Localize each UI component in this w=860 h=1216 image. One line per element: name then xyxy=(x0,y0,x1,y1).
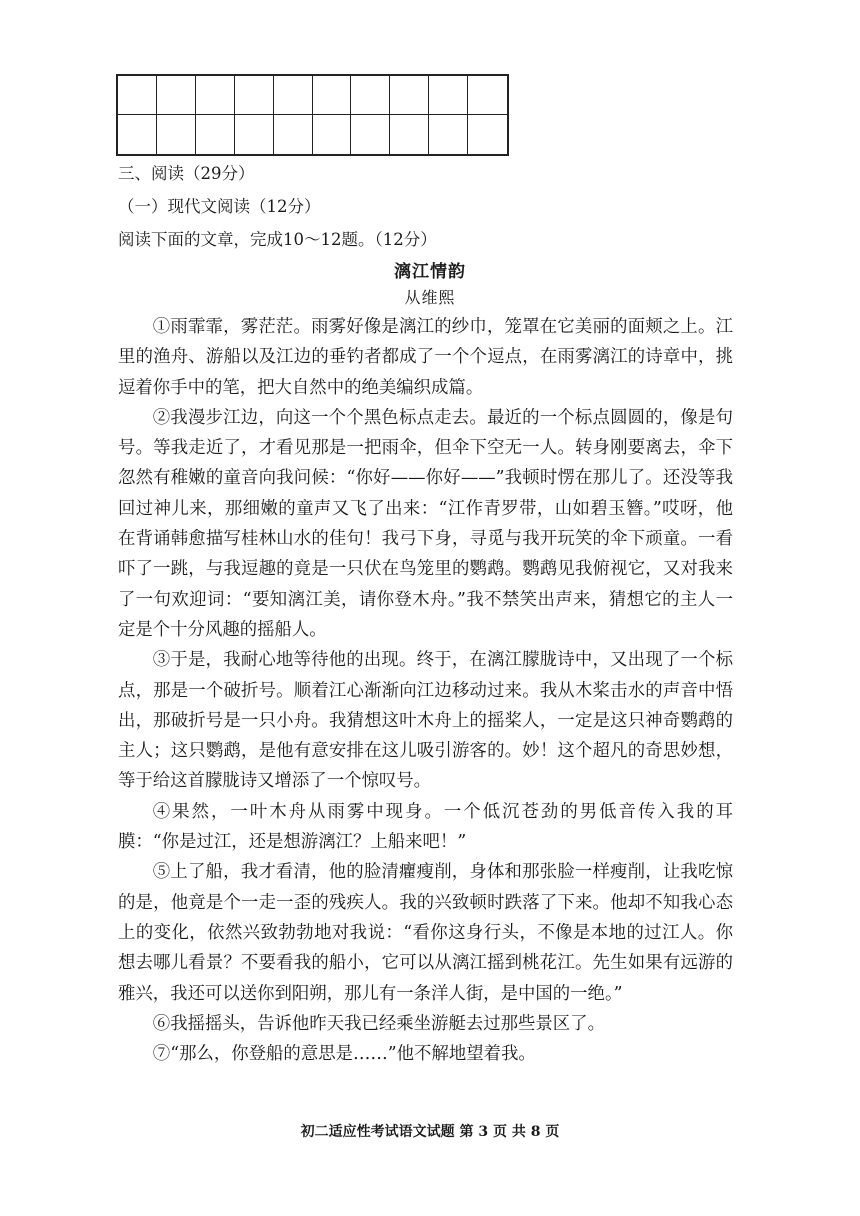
grid-cell xyxy=(351,115,390,154)
grid-cell xyxy=(429,115,468,154)
grid-cell xyxy=(429,76,468,115)
grid-cell xyxy=(235,115,274,154)
paragraph: ⑥我摇摇头，告诉他昨天我已经乘坐游艇去过那些景区了。 xyxy=(152,1013,605,1034)
grid-cell xyxy=(390,115,429,154)
paragraph: ③于是，我耐心地等待他的出现。终于，在漓江朦胧诗中，又出现了一个标点，那是一个破折号。顺着江心渐渐向江边移动过来。我从木桨击水的声音中悟出，那破折号是一只小舟。我猜想这叶木舟上的摇桨人，一定是这只神奇鹦鹉的主人；这只鹦鹉，是他有意安排在这儿吸引游客的。妙！这个超凡的奇思妙想，等于给这首朦胧诗又增添了一个惊叹号。 xyxy=(118,650,733,792)
paragraph: ⑦“那么，你登船的意思是……”他不解地望着我。 xyxy=(152,1044,536,1065)
grid-cell xyxy=(351,76,390,115)
section-subtitle: （一）现代文阅读（12分） xyxy=(118,197,321,216)
article-author: 从维熙 xyxy=(404,288,456,307)
article-body xyxy=(118,312,733,1069)
grid-cell xyxy=(468,76,507,115)
grid-cell xyxy=(157,115,196,154)
grid-cell xyxy=(313,76,352,115)
grid-cell xyxy=(235,76,274,115)
grid-cell xyxy=(274,76,313,115)
grid-cell xyxy=(274,115,313,154)
grid-cell xyxy=(196,115,235,154)
section-title: 三、阅读（29分） xyxy=(118,164,255,183)
grid-cell xyxy=(196,76,235,115)
paragraph: ④果然，一叶木舟从雨雾中现身。一个低沉苍劲的男低音传入我的耳膜：“你是过江，还是想游漓江？上船来吧！” xyxy=(118,801,733,853)
paragraph: ⑤上了船，我才看清，他的脸清癯瘦削，身体和那张脸一样瘦削，让我吃惊的是，他竟是个一走一歪的残疾人。我的兴致顿时跌落了下来。他却不知我心态上的变化，依然兴致勃勃地对我说：“看你这身行头，不像是本地的过江人。你想去哪儿看景？不要看我的船小，它可以从漓江摇到桃花江。先生如果有远游的雅兴，我还可以送你到阳朔，那儿有一条洋人街，是中国的一绝。” xyxy=(118,862,733,1004)
grid-cell xyxy=(390,76,429,115)
section-instruction: 阅读下面的文章，完成10～12题。（12分） xyxy=(118,230,437,249)
grid-cell xyxy=(118,76,157,115)
writing-grid xyxy=(116,74,509,156)
grid-cell xyxy=(313,115,352,154)
paragraph: ②我漫步江边，向这一个个黑色标点走去。最近的一个标点圆圆的，像是句号。等我走近了，才看见那是一把雨伞，但伞下空无一人。转身刚要离去，伞下忽然有稚嫩的童音向我问候：“你好——你好——”我顿时愣在那儿了。还没等我回过神儿来，那细嫩的童声又飞了出来：“江作青罗带，山如碧玉簪。”哎呀，他在背诵韩愈描写桂林山水的佳句！我弓下身，寻觅与我开玩笑的伞下顽童。一看吓了一跳，与我逗趣的竟是一只伏在鸟笼里的鹦鹉。鹦鹉见我俯视它，又对我来了一句欢迎词：“要知漓江美，请你登木舟。”我不禁笑出声来，猜想它的主人一定是个十分风趣的摇船人。 xyxy=(118,407,733,640)
page-footer: 初二适应性考试语文试题 第 3 页 共 8 页 xyxy=(300,1124,560,1140)
grid-cell xyxy=(157,76,196,115)
grid-cell xyxy=(118,115,157,154)
grid-cell xyxy=(468,115,507,154)
paragraph: ①雨霏霏，雾茫茫。雨雾好像是漓江的纱巾，笼罩在它美丽的面颊之上。江里的渔舟、游船以及江边的垂钓者都成了一个个逗点，在雨雾漓江的诗章中，挑逗着你手中的笔，把大自然中的绝美编织成篇。 xyxy=(118,317,733,398)
article-title: 漓江情韵 xyxy=(394,262,466,282)
